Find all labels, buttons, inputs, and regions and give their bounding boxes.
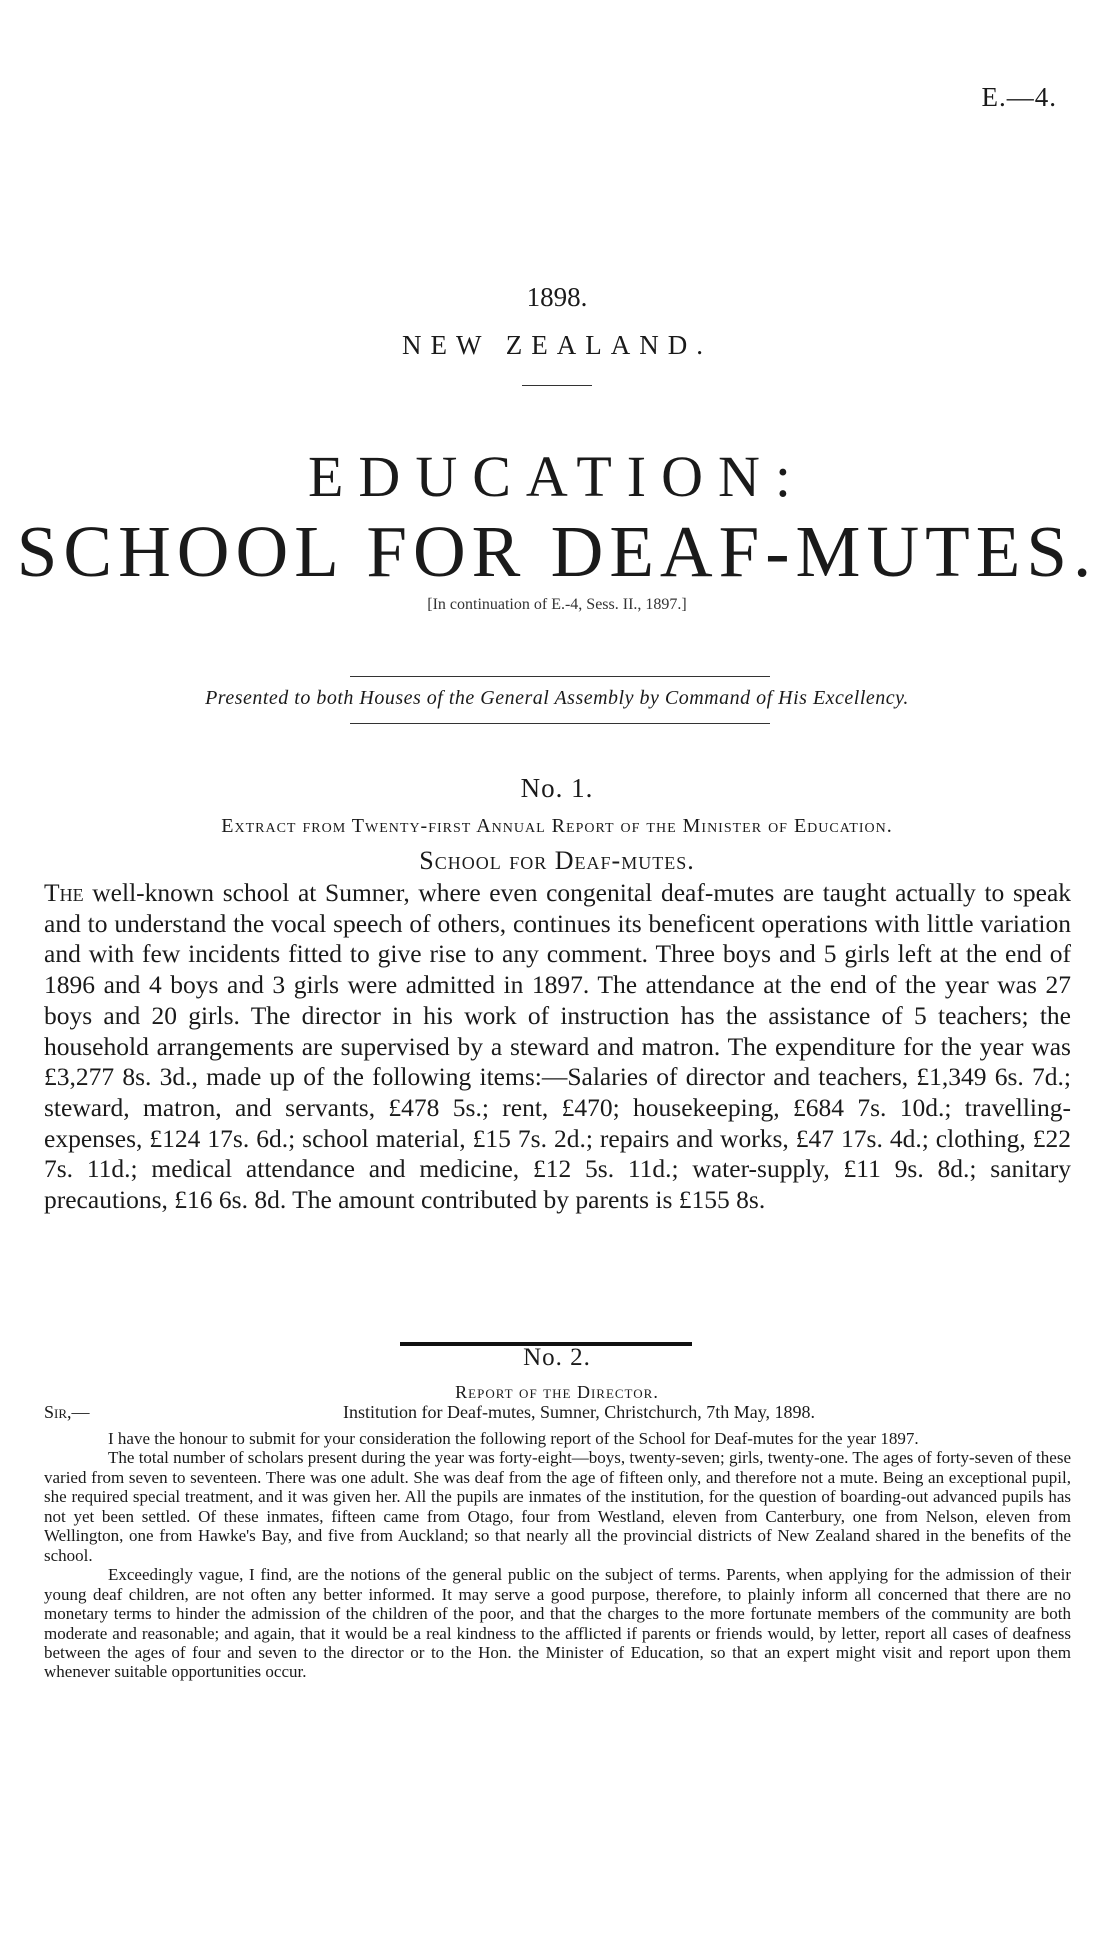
document-year: 1898.	[526, 282, 588, 312]
sub-title: SCHOOL FOR DEAF-MUTES.	[16, 511, 1098, 592]
page-reference: E.—4.	[981, 82, 1057, 112]
salutation: Sir,—	[44, 1402, 90, 1422]
school-heading: School for Deaf-mutes.	[419, 846, 695, 875]
continuation-note: [In continuation of E.-4, Sess. II., 1897.]	[427, 596, 687, 613]
lead-word: The	[44, 878, 84, 907]
report-paragraph: The total number of scholars present during the year was forty-eight—boys, twenty-seven; girls, twenty-one. The ages of forty-seven of these varied from seven to seventeen. There was one adult. She was deaf from the age of fifteen only, and therefore not a mute. Being an exceptional pupil, she required special treatment, and it was given her. All the pupils are inmates of the institution, for the question of boarding-out advanced pupils has not yet been settled. Of these inmates, fifteen came from Otago, four from Westland, eleven from Canterbury, one from Nelson, eleven from Wellington, one from Hawke's Bay, and five from Auckland; so that nearly all the provincial districts of New Zealand shared in the benefits of the school.	[44, 1448, 1071, 1565]
country-heading: NEW ZEALAND.	[402, 330, 712, 360]
director-report-title: Report of the Director.	[455, 1382, 659, 1402]
divider-rule	[350, 723, 770, 724]
letter-address: Institution for Deaf-mutes, Sumner, Christchurch, 7th May, 1898.	[343, 1402, 816, 1422]
report-paragraph: Exceedingly vague, I find, are the notions of the general public on the subject of terms. Parents, when applying for the admission of their young deaf children, are not often any better informed. It may serve a good purpose, therefore, to plainly inform all concerned that there are no monetary terms to hinder the admission of the children of the poor, and that the charges to the more fortunate members of the community are both moderate and reasonable; and again, that it would be a real kindness to the afflicted if parents or friends would, by letter, report all cases of deafness between the ages of four and seven to the director or to the Hon. the Minister of Education, so that an expert might visit and report upon them whenever suitable opportunities occur.	[44, 1565, 1071, 1682]
presented-line: Presented to both Houses of the General Assembly by Command of His Excellency.	[205, 687, 909, 709]
main-title: EDUCATION:	[308, 444, 806, 509]
section-heading-1: No. 1.	[520, 773, 594, 803]
section-heading-2: No. 2.	[523, 1344, 591, 1371]
minister-report-paragraph	[44, 878, 1071, 1216]
minister-report-text: well-known school at Sumner, where even congenital deaf-mutes are taught actually to speak and to understand the vocal speech of others, continues its beneficent operations with little variation and with few incidents fitted to give rise to any comment. Three boys and 5 girls left at the end of 1896 and 4 boys and 3 girls were admitted in 1897. The attendance at the end of the year was 27 boys and 20 girls. The director in his work of instruction has the assistance of 5 teachers; the household arrangements are supervised by a steward and matron. The expenditure for the year was £3,277 8s. 3d., made up of the following items:—Salaries of director and teachers, £1,349 6s. 7d.; steward, matron, and servants, £478 5s.; rent, £470; housekeeping, £684 7s. 10d.; travelling-expenses, £124 17s. 6d.; school material, £15 7s. 2d.; repairs and works, £47 17s. 4d.; clothing, £22 7s. 11d.; medical attendance and medicine, £12 5s. 11d.; water-supply, £11 9s. 8d.; sanitary precautions, £16 6s. 8d. The amount contributed by parents is £155 8s.	[44, 878, 1072, 1215]
extract-heading: Extract from Twenty-first Annual Report of the Minister of Education.	[221, 815, 893, 837]
divider-rule	[350, 676, 770, 677]
divider-rule	[522, 385, 592, 386]
report-paragraph: I have the honour to submit for your consideration the following report of the School for Deaf-mutes for the year 1897.	[108, 1429, 919, 1448]
director-report-body	[44, 1429, 1071, 1682]
